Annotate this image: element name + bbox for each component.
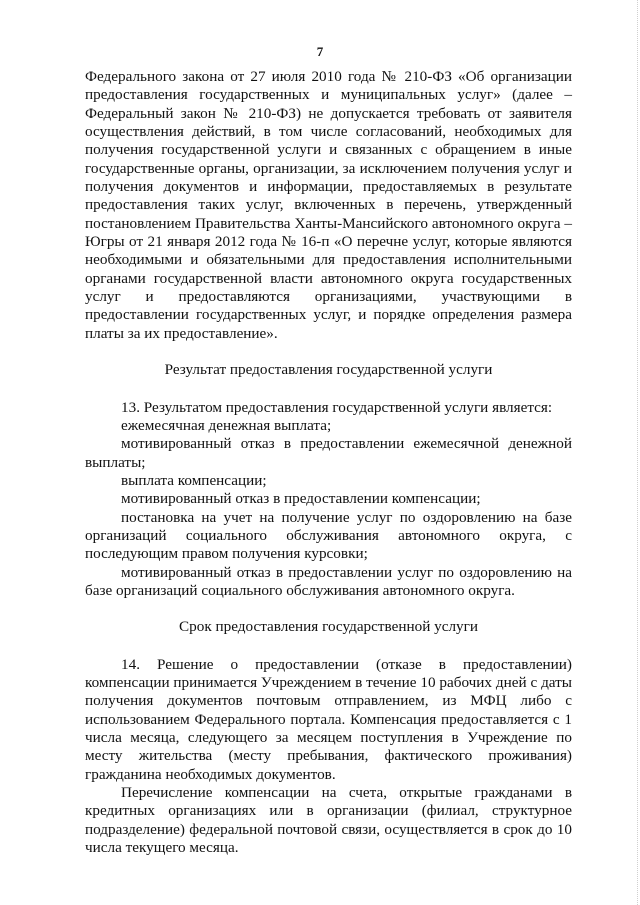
section-heading-result: Результат предоставления государственной услуги	[164, 361, 493, 379]
result-item: мотивированный отказ в предоставлении услуг по оздоровлению на базе организаций социального обслуживания автономного округа.	[85, 563, 572, 599]
term-item: 14. Решение о предоставлении (отказе в предоставлении) компенсации принимается Учреждением в течение 10 рабочих дней с даты получения документов почтовым отправлением, из МФЦ либо с использованием Федерального портала. Компенсация предоставляется с 1 числа месяца, следующего за месяцем поступления в Учреждение по месту жительства (месту пребывания, фактического проживания) гражданина необходимых документов.	[85, 655, 572, 783]
document-body	[85, 68, 572, 857]
result-item: выплата компенсации;	[121, 471, 267, 489]
result-item: постановка на учет на получение услуг по оздоровлению на базе организаций социального обслуживания автономного округа, с последующим правом получения курсовки;	[85, 508, 572, 563]
term-item: Перечисление компенсации на счета, открытые гражданами в кредитных организациях или в организации (филиал, структурное подразделение) федеральной почтовой связи, осуществляется в срок до 10 числа текущего месяца.	[85, 784, 572, 857]
result-item: ежемесячная денежная выплата;	[121, 416, 332, 434]
page-number: 7	[316, 44, 324, 59]
paragraph-law-reference: Федерального закона от 27 июля 2010 года № 210-ФЗ «Об организации предоставления государственных и муниципальных услуг» (далее – Федеральный закон № 210-ФЗ) не допускается требовать от заявителя осуществления действий, в том числе согласований, необходимых для получения государственной услуги и связанных с обращением в иные государственные органы, организации, за исключением получения услуг и получения документов и информации, предоставляемых в результате предоставления таких услуг, включенных в перечень, утвержденный постановлением Правительства Ханты-Мансийского автономного округа – Югры от 21 января 2012 года № 16-п «О перечне услуг, которые являются необходимыми и обязательными для предоставления исполнительными органами государственной власти автономного округа государственных услуг и предоставляются организациями, участвующими в предоставлении государственных услуг, и порядке определения размера платы за их предоставление».	[85, 68, 572, 342]
result-item: мотивированный отказ в предоставлении ежемесячной денежной выплаты;	[85, 435, 572, 471]
section-heading-term: Срок предоставления государственной услуги	[179, 618, 478, 636]
result-item: мотивированный отказ в предоставлении компенсации;	[121, 490, 481, 508]
result-item: 13. Результатом предоставления государственной услуги является:	[121, 398, 553, 416]
page-edge-mark	[636, 0, 638, 905]
